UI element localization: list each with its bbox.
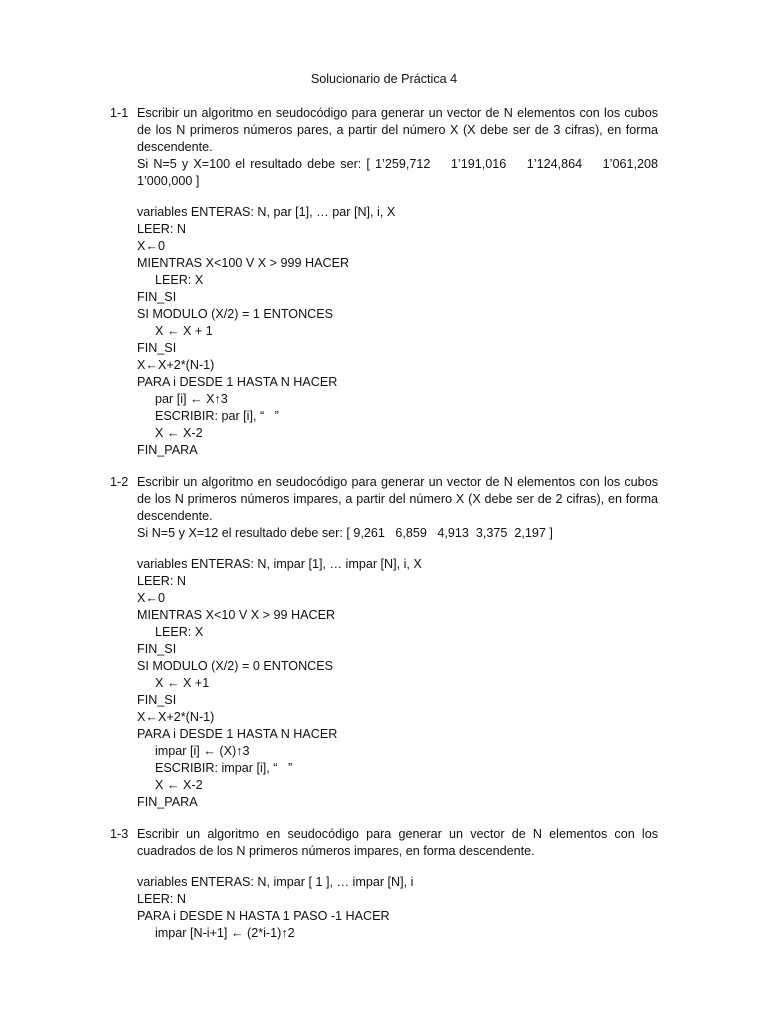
code-line: par [i] ← X↑3: [155, 392, 228, 406]
code-line: variables ENTERAS: N, impar [ 1 ], … impar [N], i: [137, 875, 414, 889]
code-line: MIENTRAS X<10 V X > 99 HACER: [137, 608, 336, 622]
statement-line: descendente.: [137, 140, 213, 154]
page-title: Solucionario de Práctica 4: [310, 72, 458, 86]
code-line: ESCRIBIR: par [i], “ ”: [155, 409, 279, 423]
code-line: LEER: X: [155, 273, 204, 287]
code-line: FIN_PARA: [137, 443, 198, 457]
code-line: SI MODULO (X/2) = 1 ENTONCES: [137, 307, 334, 321]
code-line: LEER: N: [137, 222, 186, 236]
statement-line: descendente.: [137, 509, 213, 523]
code-line: impar [i] ← (X)↑3: [155, 744, 250, 758]
statement-line: de los N primeros números impares, a partir del número X (X debe ser de 2 cifras), en forma: [137, 492, 658, 506]
exercise-number: 1-3: [110, 827, 129, 841]
code-line: PARA i DESDE N HASTA 1 PASO -1 HACER: [137, 909, 390, 923]
code-line: X ← X +1: [155, 676, 210, 690]
code-line: LEER: X: [155, 625, 204, 639]
code-line: FIN_SI: [137, 693, 177, 707]
example-line: Si N=5 y X=12 el resultado debe ser: [ 9,261 6,859 4,913 3,375 2,197 ]: [137, 526, 553, 540]
example-line: Si N=5 y X=100 el resultado debe ser: [ 1’259,712 1’191,016 1’124,864 1’061,208: [137, 157, 658, 171]
code-line: X ← X-2: [155, 778, 203, 792]
code-line: impar [N-i+1] ← (2*i-1)↑2: [155, 926, 295, 940]
code-line: FIN_SI: [137, 642, 177, 656]
code-line: X←0: [137, 591, 165, 605]
code-line: PARA i DESDE 1 HASTA N HACER: [137, 727, 338, 741]
code-line: variables ENTERAS: N, impar [1], … impar [N], i, X: [137, 557, 422, 571]
statement-line: cuadrados de los N primeros números impares, en forma descendente.: [137, 844, 535, 858]
statement-line: Escribir un algoritmo en seudocódigo para generar un vector de N elementos con los cubos: [137, 106, 658, 120]
code-line: FIN_SI: [137, 341, 177, 355]
exercise-number: 1-2: [110, 475, 129, 489]
code-line: FIN_PARA: [137, 795, 198, 809]
code-line: X ← X-2: [155, 426, 203, 440]
exercise-number: 1-1: [110, 106, 129, 120]
code-line: X←0: [137, 239, 165, 253]
code-line: ESCRIBIR: impar [i], “ ”: [155, 761, 293, 775]
statement-line: Escribir un algoritmo en seudocódigo para generar un vector de N elementos con los cubos: [137, 475, 658, 489]
code-line: LEER: N: [137, 574, 186, 588]
statement-line: Escribir un algoritmo en seudocódigo para generar un vector de N elementos con los: [137, 827, 658, 841]
statement-line: de los N primeros números pares, a partir del número X (X debe ser de 3 cifras), en forma: [137, 123, 658, 137]
code-line: LEER: N: [137, 892, 186, 906]
code-line: FIN_SI: [137, 290, 177, 304]
code-line: MIENTRAS X<100 V X > 999 HACER: [137, 256, 350, 270]
code-line: PARA i DESDE 1 HASTA N HACER: [137, 375, 338, 389]
code-line: X←X+2*(N-1): [137, 710, 215, 724]
example-line: 1’000,000 ]: [137, 174, 200, 188]
code-line: X←X+2*(N-1): [137, 358, 215, 372]
code-line: variables ENTERAS: N, par [1], … par [N], i, X: [137, 205, 396, 219]
code-line: SI MODULO (X/2) = 0 ENTONCES: [137, 659, 334, 673]
code-line: X ← X + 1: [155, 324, 213, 338]
